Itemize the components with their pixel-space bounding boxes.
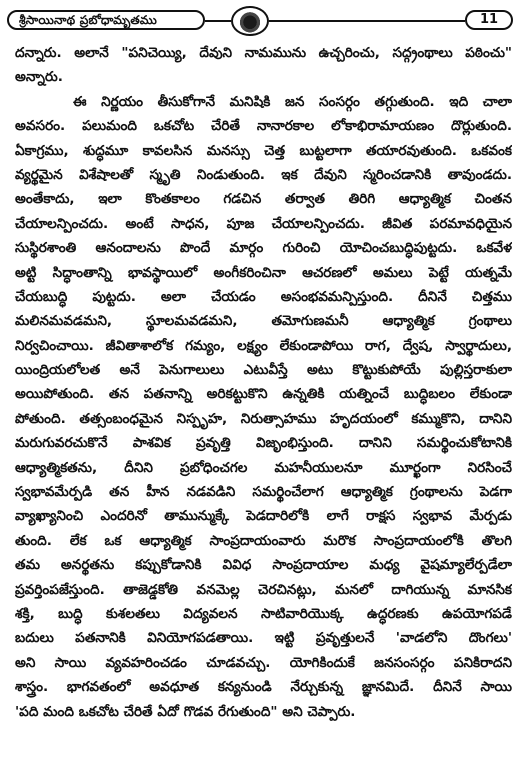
text-line: అని సాయి వ్యవహరించడం చూడవచ్చు. యోగికిందుకే జనసంసర్గం పనికిరాదని xyxy=(15,654,512,671)
text-line: చేయబుద్ధి పుట్టదు. అలా చేయడం అసంభవమన్పిస్తుంది. దీనినే చిత్తము xyxy=(15,288,512,305)
text-line: పోతుంది. తత్సంబంధమైన నిస్పృహ, నిరుత్సాహము హృదయంలో కమ్ముకొని, దానిని xyxy=(15,410,512,427)
book-title: శ్రీసాయినాథ ప్రబోధామృతము xyxy=(19,13,157,27)
header-rule-left xyxy=(205,20,231,22)
text-line: సుస్థిరశాంతి ఆనందాలను పొందే మార్గం గురించి యోచించబుద్ధిపుట్టదు. ఒకవేళ xyxy=(15,240,512,257)
text-line: యింద్రియలోలత అనే పెనుగాలులు ఎటువీస్తే అటు కొట్టుకుపోయే పుల్లిస్తరాకులా xyxy=(15,362,512,379)
body-text xyxy=(15,41,512,724)
text-line: దన్నారు. అలానే "పనిచెయ్యి, దేవుని నామమును ఉచ్చరించు, సద్గ్రంథాలు పఠించు" xyxy=(15,45,512,61)
page-number: 11 xyxy=(465,10,513,30)
text-line: బదులు పతనానికి వినియోగపడతాయి. ఇట్టి ప్రవృత్తులనే 'వాడలోని దొంగలు' xyxy=(15,630,512,647)
text-line: అంతేకాదు, ఇలా కొంతకాలం గడచిన తర్వాత తిరిగి ఆధ్యాత్మిక చింతన xyxy=(15,191,512,208)
text-line: మరుగువరచుకొనే పాశవిక ప్రవృత్తి విజృంభిస్తుంది. దానిని సమర్థించుకోటానికి xyxy=(15,435,512,452)
text-line: తమ అనర్థతను కప్పుకోడానికి వివిధ సాంప్రదాయాల మధ్య వైషమ్యాలేర్పడేలా xyxy=(15,557,512,574)
sai-portrait-icon xyxy=(231,6,269,36)
text-line: అయిపోతుంది. తన పతనాన్ని అరికట్టుకొని ఉన్నతికి యత్నించే బుద్ధిబలం లేకుండా xyxy=(15,386,512,403)
text-line: చేయాలన్పించదు. అంటే సాధన, పూజ చేయాలన్పించదు. జీవిత పరమావధియైన xyxy=(15,215,512,232)
text-line: శాస్త్రం. భాగవతంలో అవధూత కన్యనుండి నేర్చుకున్న జ్ఞానమిదే. దీనినే సాయి xyxy=(15,679,512,696)
text-line: మలినమవడమని, స్థూలమవడమని, తమోగుణమనీ ఆధ్యాత్మిక గ్రంథాలు xyxy=(15,313,512,330)
text-line: ఈ నిర్ణయం తీసుకోగానే మనిషికి జన సంసర్గం తగ్గుతుంది. ఇది చాలా xyxy=(73,93,512,110)
page-header xyxy=(7,6,513,36)
text-line: ఆధ్యాత్మికతను, దీనిని ప్రబోధించగల మహనీయులనూ మూర్ఖంగా నిరసించే xyxy=(15,459,512,476)
text-line: 'పది మంది ఒకచోట చేరితే ఏదో గొడవ రేగుతుంది" అని చెప్పారు. xyxy=(15,703,356,720)
text-line: వ్యాఖ్యానించి ఎందరినో తామున్ముక్కే పెడదారిలోకి లాగే రాక్షస స్వభావ మేర్పడు xyxy=(15,508,512,525)
text-line: శక్తి, బుద్ధి కుశలతలు విద్యవలన సాటివారియొక్క ఉద్ధరణకు ఉపయోగపడే xyxy=(15,605,512,622)
text-line: తుంది. లేక ఒక ఆధ్యాత్మిక సాంప్రదాయంవారు మరొక సాంప్రదాయంలోకి తొలగి xyxy=(15,532,512,549)
text-line: వ్యర్థమైన విశేషాలతో స్మృతి నిండుతుంది. ఇక దేవుని స్మరించడానికి తావుండదు. xyxy=(15,166,512,183)
text-line: ప్రవర్తింపజేస్తుంది. తాజెడ్డకోతి వనమెల్ల చెరచినట్లు, మనలో దాగియున్న మానసిక xyxy=(15,581,512,598)
text-line: అన్నారు. xyxy=(15,69,63,86)
text-line: స్వభావమేర్పడి తన హీన నడవడిని సమర్థించేలాగ ఆధ్యాత్మిక గ్రంథాలను పెడగా xyxy=(15,484,512,501)
book-title-box xyxy=(7,10,205,30)
header-rule-right xyxy=(269,20,465,22)
text-line: అట్టి సిద్ధాంతాన్ని భావస్థాయిలో అంగీకరించినా ఆచరణలో అమలు పెట్టే యత్నమే xyxy=(15,264,512,281)
text-line: నిర్వచించాయి. జీవితాశాలోక గమ్యం, లక్ష్యం లేకుండాపోయి రాగ, ద్వేష, స్వార్థాదులు, xyxy=(15,337,512,354)
text-line: ఏకాగ్రము, శుద్ధమూ కావలసిన మనస్సు చెత్త బుట్టలాగా తయారవుతుంది. ఒకవంక xyxy=(15,142,512,159)
text-line: అవసరం. పలుమంది ఒకచోట చేరితే నానారకాల లోకాభిరామాయణం దొర్లుతుంది. xyxy=(15,118,512,135)
